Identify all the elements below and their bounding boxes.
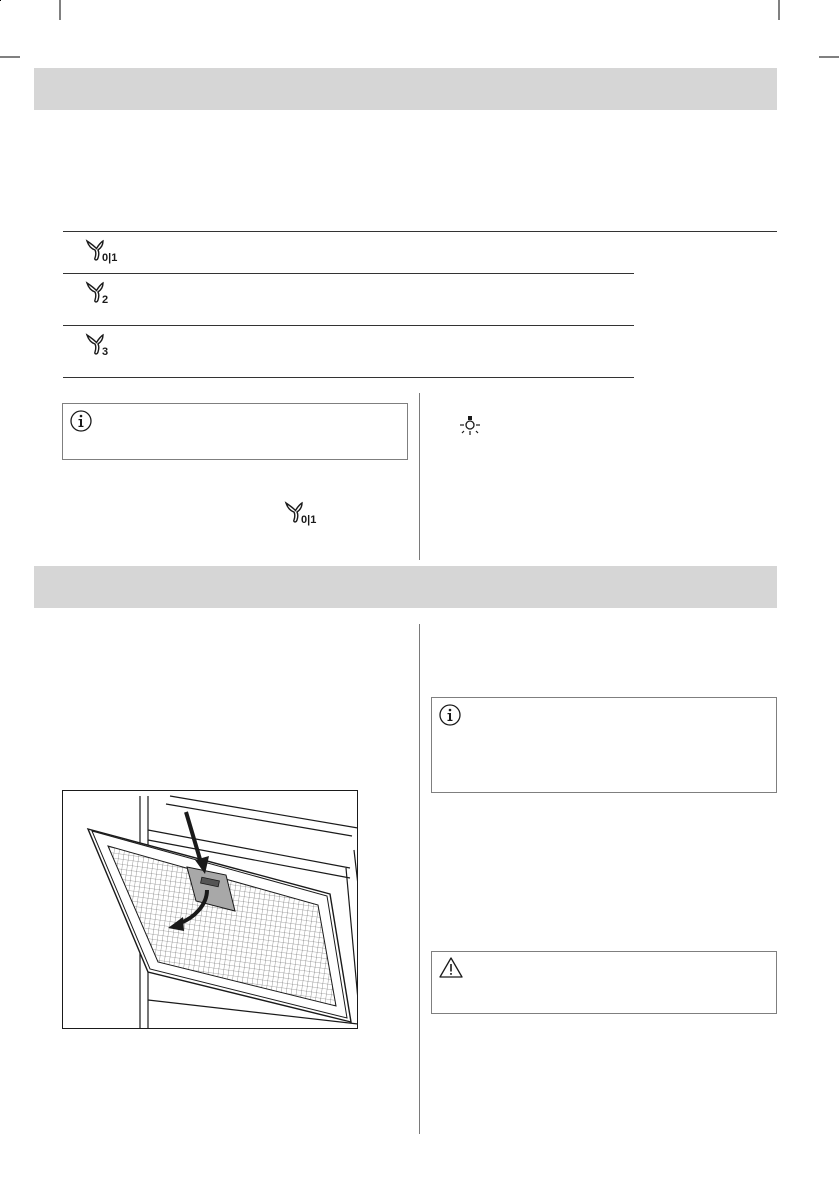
- fan-speed-2-icon: [83, 280, 117, 306]
- svg-text:3: 3: [102, 346, 109, 358]
- table-rule-bottom: [63, 377, 634, 378]
- section-heading-band-operation: [34, 68, 777, 110]
- svg-text:0|1: 0|1: [301, 514, 317, 526]
- table-row: [63, 274, 634, 325]
- warning-note-box: [431, 951, 777, 1014]
- table-row: [63, 326, 634, 377]
- svg-text:2: 2: [102, 294, 109, 306]
- warning-icon: [438, 956, 464, 980]
- fan-speed-3-icon: [83, 332, 117, 358]
- light-icon: [457, 414, 483, 438]
- info-note-box: [62, 403, 408, 460]
- grease-filter-illustration: [62, 790, 358, 1029]
- table-row: [63, 232, 634, 273]
- svg-text:0|1: 0|1: [102, 252, 118, 264]
- info-icon: [69, 409, 93, 433]
- info-icon: [438, 703, 462, 727]
- fan-speed-0-1-icon: [83, 238, 123, 264]
- column-divider: [419, 393, 420, 560]
- column-divider: [419, 624, 420, 1134]
- info-note-box: [431, 697, 777, 793]
- fan-speed-0-1-icon: [282, 500, 322, 526]
- section-heading-band-care: [34, 566, 777, 608]
